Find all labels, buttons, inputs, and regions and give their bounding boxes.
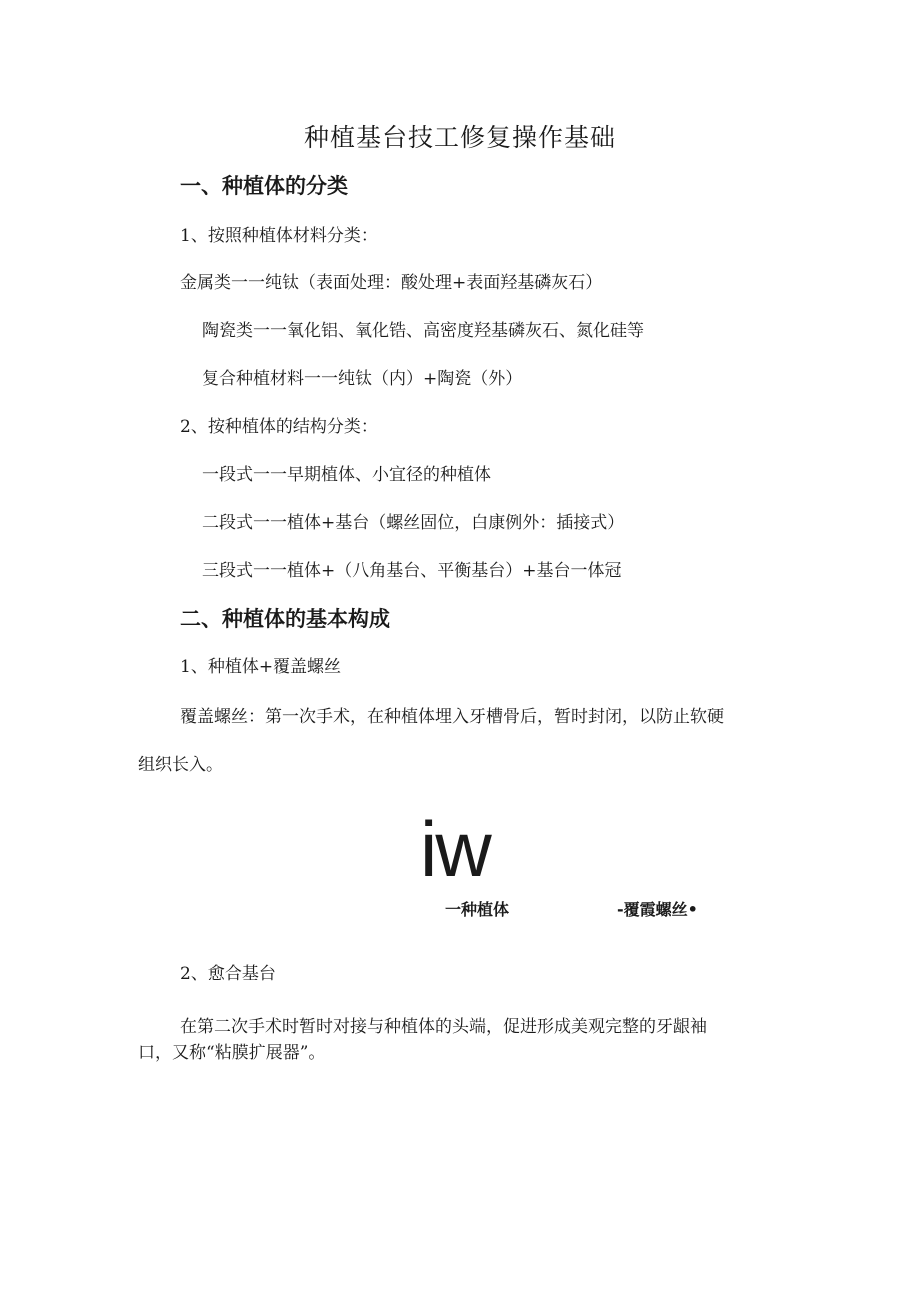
document-title: 种植基台技工修复操作基础: [303, 123, 616, 152]
cover-screw-paragraph-line-2: 组织长入。: [138, 755, 223, 775]
structure-item-two-piece: 二段式一一植体+基台（螺丝固位，白康例外：插接式）: [202, 513, 625, 533]
figure-glyph: iw: [420, 805, 490, 893]
section-2-heading: 二、种植体的基本构成: [180, 607, 390, 631]
subsection-2-1-label: 1、种植体+覆盖螺丝: [180, 657, 342, 677]
material-item-composite: 复合种植材料一一纯钛（内）+陶瓷（外）: [202, 369, 523, 389]
cover-screw-paragraph-line-1: 覆盖螺丝：第一次手术，在种植体埋入牙槽骨后，暂时封闭，以防止软硬: [180, 707, 724, 727]
section-1-heading: 一、种植体的分类: [180, 174, 348, 198]
subsection-2-2-label: 2、愈合基台: [180, 964, 276, 984]
structure-item-one-piece: 一段式一一早期植体、小宜径的种植体: [202, 465, 491, 485]
healing-abutment-paragraph-line-1: 在第二次手术时暂时对接与种植体的头端，促进形成美观完整的牙龈袖: [180, 1017, 707, 1037]
subsection-1-2-label: 2、按种植体的结构分类：: [180, 417, 378, 437]
subsection-1-1-label: 1、按照种植体材料分类：: [180, 226, 378, 246]
figure-caption-cover-screw: -覆霞螺丝•: [617, 900, 698, 919]
structure-item-three-piece: 三段式一一植体+（八角基台、平衡基台）+基台一体冠: [202, 561, 622, 581]
figure-caption-implant: 一种植体: [445, 900, 510, 919]
healing-abutment-paragraph-line-2: 口，又称“粘膜扩展器”。: [138, 1043, 326, 1063]
material-item-ceramic: 陶瓷类一一氧化铝、氧化锆、高密度羟基磷灰石、氮化硅等: [202, 321, 644, 341]
material-item-metal: 金属类一一纯钛（表面处理：酸处理+表面羟基磷灰石）: [180, 273, 603, 293]
